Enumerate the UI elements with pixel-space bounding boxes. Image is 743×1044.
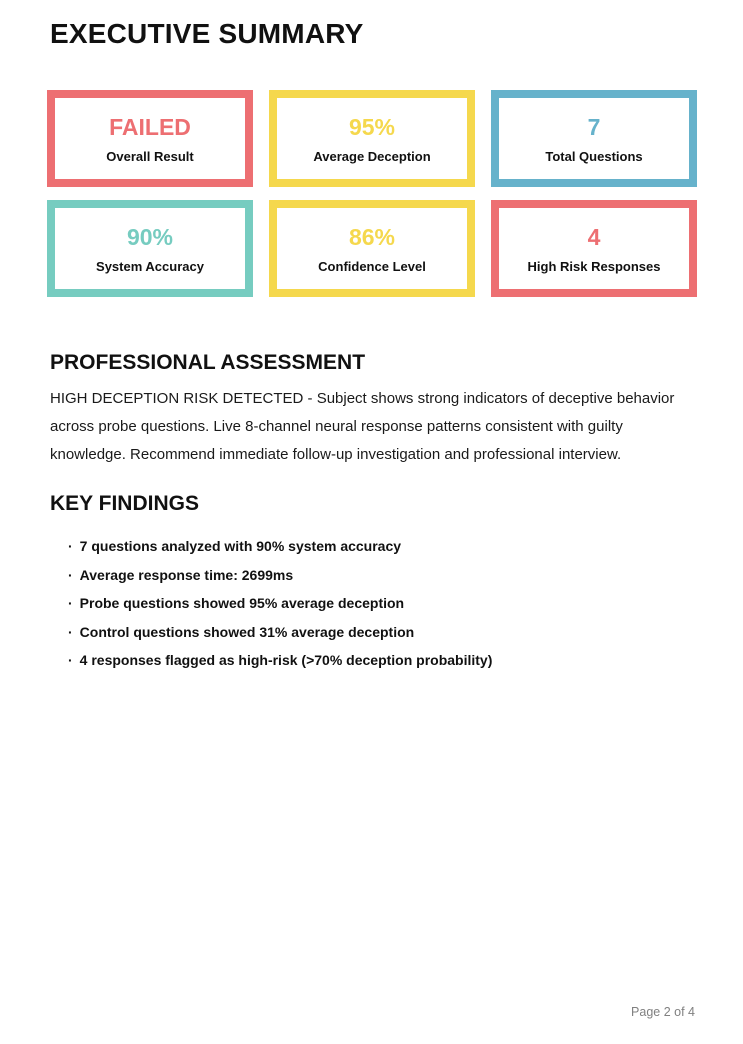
key-finding-text: 7 questions analyzed with 90% system accuracy	[79, 538, 402, 554]
bullet-dot: ·	[68, 538, 73, 554]
stat-label: High Risk Responses	[527, 258, 661, 274]
key-finding-item	[68, 646, 695, 675]
key-findings-heading: KEY FINDINGS	[50, 492, 199, 515]
key-finding-text: Control questions showed 31% average deception	[79, 623, 415, 640]
professional-assessment-section	[50, 350, 695, 469]
key-finding-item	[68, 589, 695, 618]
key-finding-text: Average response time: 2699ms	[79, 566, 294, 583]
professional-assessment-body: HIGH DECEPTION RISK DETECTED - Subject shows strong indicators of deceptive behavior across probe questions. Live 8-channel neural response patterns consistent with guilty knowledge. Recommend immediate follow-up investigation and professional interview.	[50, 390, 675, 463]
stat-card-high-risk-responses	[491, 200, 697, 297]
key-finding-text: Probe questions showed 95% average deception	[79, 595, 405, 611]
key-finding-item	[68, 561, 695, 590]
stat-value: 95%	[348, 113, 396, 140]
stat-label: System Accuracy	[96, 258, 204, 274]
key-findings-list	[50, 532, 695, 675]
key-finding-item	[68, 532, 695, 561]
stat-value: FAILED	[109, 113, 191, 140]
bullet-dot: ·	[68, 566, 73, 583]
bullet-dot: ·	[68, 652, 73, 668]
stat-value: 90%	[126, 223, 174, 250]
key-finding-text: 4 responses flagged as high-risk (>70% deception probability)	[79, 652, 493, 668]
professional-assessment-heading: PROFESSIONAL ASSESSMENT	[50, 351, 366, 374]
key-finding-item	[68, 618, 695, 647]
stat-value: 7	[587, 113, 601, 140]
stat-card-system-accuracy	[47, 200, 253, 297]
stat-card-confidence-level	[269, 200, 475, 297]
stats-grid	[47, 90, 697, 297]
page-title: EXECUTIVE SUMMARY	[50, 18, 364, 49]
bullet-dot: ·	[68, 595, 73, 611]
page-number: Page 2 of 4	[631, 1005, 695, 1019]
stat-label: Average Deception	[313, 148, 431, 164]
stat-card-overall-result	[47, 90, 253, 187]
key-findings-section	[50, 491, 695, 675]
stat-label: Overall Result	[106, 148, 194, 164]
stat-value: 86%	[348, 223, 396, 250]
stat-card-average-deception	[269, 90, 475, 187]
stat-value: 4	[587, 223, 601, 250]
stat-label: Total Questions	[545, 148, 643, 164]
bullet-dot: ·	[68, 623, 73, 640]
stat-card-total-questions	[491, 90, 697, 187]
stat-label: Confidence Level	[318, 258, 426, 274]
